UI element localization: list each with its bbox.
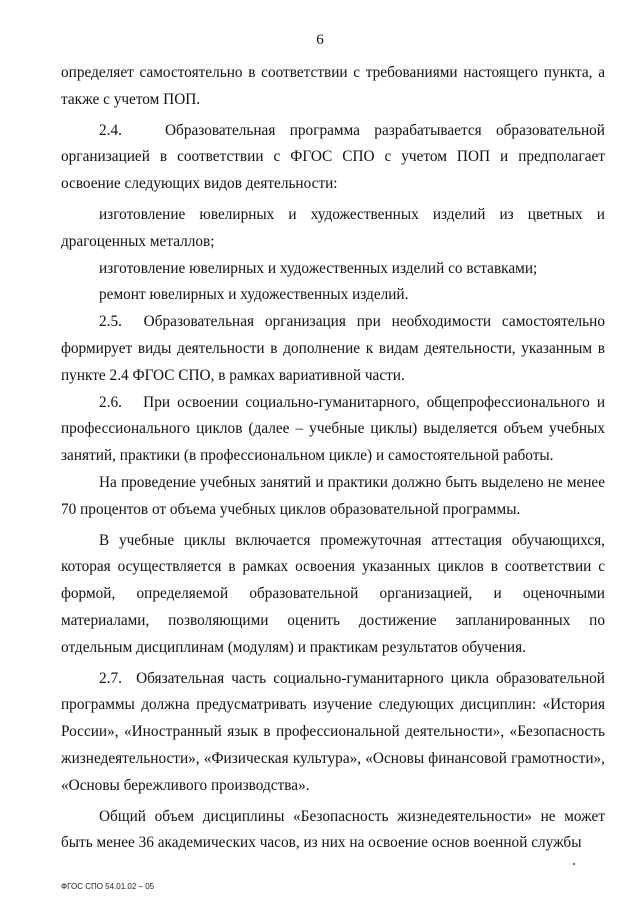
paragraph-2-6: 2.6. При освоении социально-гуманитарного, общепрофессионального и профессионального циклов (далее – учебные циклы) выделяется объем учебных занятий, практики (в профессиональном цикле) и самостоятельной работы. bbox=[61, 393, 605, 465]
activity-item-repair: ремонт ювелирных и художественных изделий. bbox=[99, 286, 409, 304]
paragraph-2-5: 2.5. Образовательная организация при необходимости самостоятельно формирует виды деятельности в дополнение к видам деятельности, указанным в пункте 2.4 ФГОС СПО, в рамках вариативной части. bbox=[61, 313, 605, 384]
paragraph-continuation: определяет самостоятельно в соответствии с требованиями настоящего пункта, а также с учетом ПОП. bbox=[61, 64, 605, 108]
activity-item-precious-metals: изготовление ювелирных и художественных изделий из цветных и драгоценных металлов; bbox=[61, 205, 605, 250]
paragraph-2-4: 2.4. Образовательная программа разрабатывается образовательной организацией в соответствии с ФГОС СПО с учетом ПОП и предполагает освоение следующих видов деятельности: bbox=[61, 121, 605, 193]
page-number: 6 bbox=[316, 32, 324, 48]
scan-speck bbox=[573, 863, 575, 865]
document-footer: ФГОС СПО 54.01.02 – 05 bbox=[61, 882, 155, 891]
paragraph-life-safety: Общий объем дисциплины «Безопасность жизнедеятельности» не может быть менее 36 академических часов, из них на освоение основ военной службы bbox=[61, 807, 605, 852]
activity-item-inserts: изготовление ювелирных и художественных изделий со вставками; bbox=[99, 259, 538, 277]
paragraph-2-7: 2.7. Обязательная часть социально-гуманитарного цикла образовательной программы должна предусматривать изучение следующих дисциплин: «История России», «Иностранный язык в профессиональной деятельности», «Безопасность жизнедеятельности», «Физическая культура», «Основы финансовой грамотности», «Основы бережливого производства». bbox=[61, 669, 605, 794]
paragraph-training-hours: На проведение учебных занятий и практики должно быть выделено не менее 70 процентов от объема учебных циклов образовательной программы. bbox=[61, 473, 605, 518]
paragraph-attestation: В учебные циклы включается промежуточная аттестация обучающихся, которая осуществляется в рамках освоения указанных циклов в соответствии с формой, определяемой образовательной организацией, и оценочными материалами, позволяющими оценить достижение запланированных по отдельным дисциплинам (модулям) и практикам результатов обучения. bbox=[61, 531, 605, 656]
document-body bbox=[61, 60, 605, 857]
